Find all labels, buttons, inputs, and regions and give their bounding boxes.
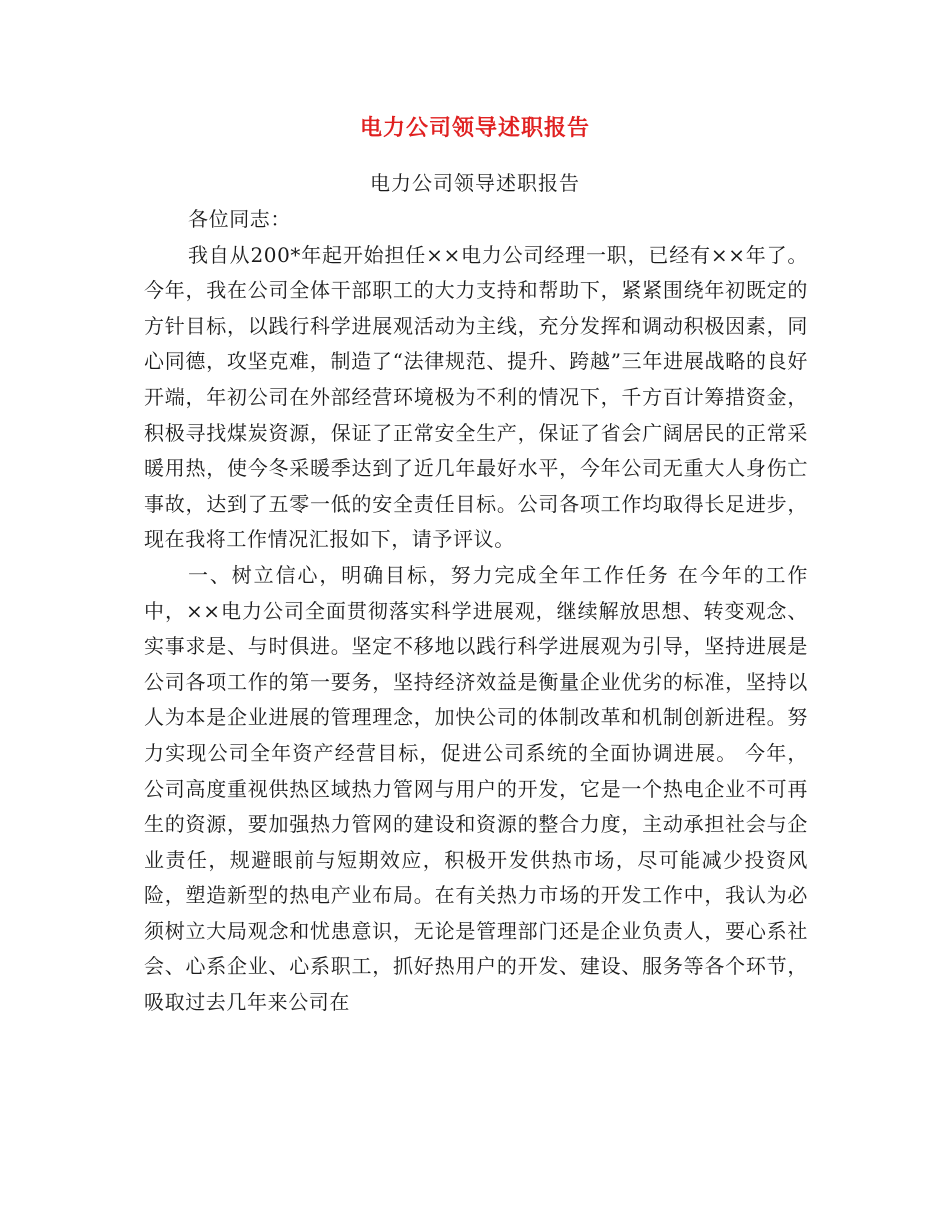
body-paragraph: 一、树立信心，明确目标，努力完成全年工作任务 在今年的工作中，××电力公司全面贯彻落实科学进展观，继续解放思想、转变观念、实事求是、与时俱进。坚定不移地以践行科学进展观为引导，坚持进展是公司各项工作的第一要务，坚持经济效益是衡量企业优劣的标准，坚持以人为本是企业进展的管理理念，加快公司的体制改革和机制创新进程。努力实现公司全年资产经营目标，促进公司系统的全面协调进展。 今年，公司高度重视供热区域热力管网与用户的开发，它是一个热电企业不可再生的资源，要加强热力管网的建设和资源的整合力度，主动承担社会与企业责任，规避眼前与短期效应，积极开发供热市场，尽可能减少投资风险，塑造新型的热电产业布局。在有关热力市场的开发工作中，我认为必须树立大局观念和忧患意识，无论是管理部门还是企业负责人，要心系社会、心系企业、心系职工，抓好热用户的开发、建设、服务等各个环节，吸取过去几年来公司在 — [144, 562, 808, 1015]
salutation: 各位同志： — [188, 207, 291, 231]
document-subtitle: 电力公司领导述职报告 — [370, 171, 580, 195]
body-paragraph: 我自从200*年起开始担任××电力公司经理一职，已经有××年了。今年，我在公司全体干部职工的大力支持和帮助下，紧紧围绕年初既定的方针目标，以践行科学进展观活动为主线，充分发挥和调动积极因素，同心同德，攻坚克难，制造了“法律规范、提升、跨越”三年进展战略的良好开端，年初公司在外部经营环境极为不利的情况下，千方百计筹措资金，积极寻找煤炭资源，保证了正常安全生产，保证了省会广阔居民的正常采暖用热，使今冬采暖季达到了近几年最好水平，今年公司无重大人身伤亡事故，达到了五零一低的安全责任目标。公司各项工作均取得长足进步，现在我将工作情况汇报如下，请予评议。 — [144, 242, 808, 552]
document-body — [144, 202, 808, 1021]
document-title: 电力公司领导述职报告 — [359, 116, 590, 141]
